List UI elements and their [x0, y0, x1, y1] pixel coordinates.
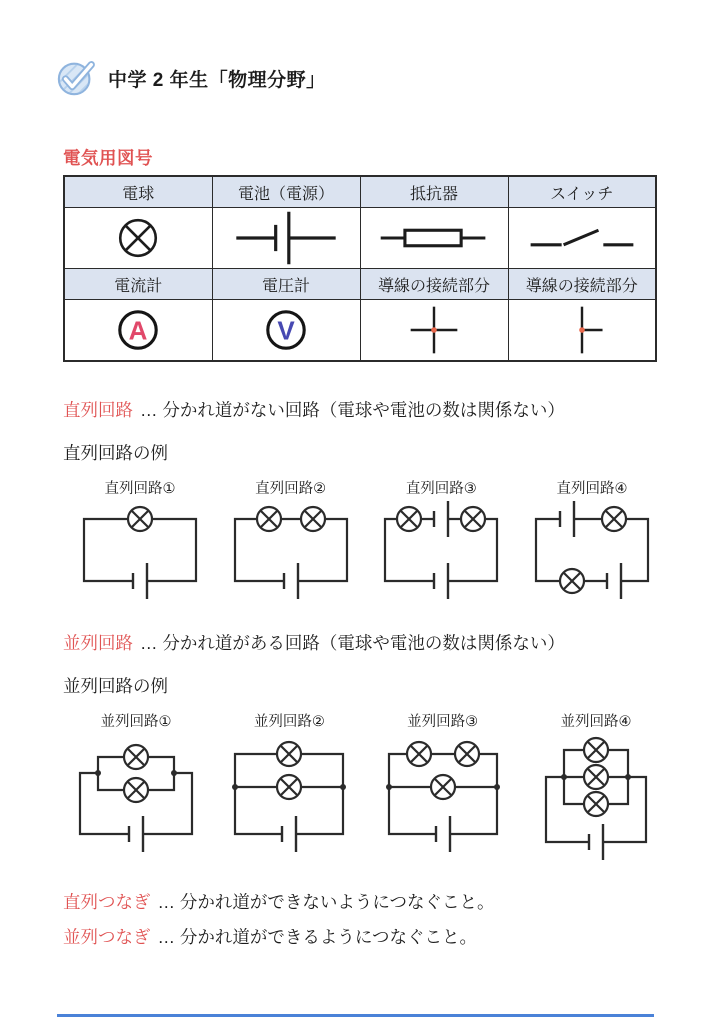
header-bulb: 電球 [64, 176, 212, 208]
junction-tee-symbol-cell [508, 300, 656, 362]
parallel-definition [63, 630, 565, 655]
parallel-circuit-4-diagram [526, 732, 666, 867]
page-header [56, 58, 326, 98]
parallel-connection-term: 並列つなぎ [63, 927, 151, 947]
parallel-circuit-1-diagram [66, 732, 206, 857]
parallel-connection-note [63, 924, 477, 949]
circuit-label: 直列回路① [104, 481, 176, 497]
series-circuit-4 [522, 477, 662, 604]
header-battery: 電池（電源） [212, 176, 360, 208]
circuit-label: 並列回路④ [560, 714, 632, 730]
resistor-symbol-cell [360, 208, 508, 269]
page-title: 中学 2 年生「物理分野」 [108, 69, 326, 91]
voltmeter-icon [260, 304, 312, 356]
wire-junction-cross-icon [406, 302, 462, 358]
header-voltmeter: 電圧計 [212, 269, 360, 300]
series-definition-text: … 分かれ道がない回路（電球や電池の数は関係ない） [140, 400, 565, 420]
circuit-label: 直列回路④ [556, 481, 628, 497]
check-circle-icon [56, 58, 98, 98]
header-ammeter: 電流計 [64, 269, 212, 300]
bulb-icon [112, 212, 164, 264]
parallel-term: 並列回路 [63, 633, 133, 653]
table-row [64, 269, 656, 300]
circuit-symbols-table [63, 175, 657, 362]
parallel-examples-row [66, 710, 666, 867]
header-switch: スイッチ [508, 176, 656, 208]
circuit-label: 直列回路② [255, 481, 327, 497]
series-circuit-3 [371, 477, 511, 604]
parallel-definition-text: … 分かれ道がある回路（電球や電池の数は関係ない） [140, 633, 565, 653]
header-resistor: 抵抗器 [360, 176, 508, 208]
series-circuit-1-diagram [70, 499, 210, 604]
circuit-label: 並列回路① [100, 714, 172, 730]
switch-symbol-cell [508, 208, 656, 269]
series-connection-term: 直列つなぎ [63, 892, 151, 912]
parallel-examples-heading: 並列回路の例 [63, 676, 168, 696]
symbols-heading: 電気用図号 [63, 148, 153, 168]
battery-symbol-cell [212, 208, 360, 269]
circuit-label: 直列回路③ [405, 481, 477, 497]
series-circuit-3-diagram [371, 499, 511, 604]
series-examples-heading: 直列回路の例 [63, 443, 168, 463]
parallel-circuit-3-diagram [373, 732, 513, 857]
wire-junction-tee-icon [554, 302, 610, 358]
table-row [64, 208, 656, 269]
parallel-circuit-2-diagram [219, 732, 359, 857]
switch-icon [519, 217, 645, 259]
series-circuit-2 [221, 477, 361, 604]
table-row [64, 176, 656, 208]
ammeter-letter: A [128, 315, 148, 346]
series-connection-text: … 分かれ道ができないようにつなぐこと。 [157, 892, 495, 912]
series-circuit-1 [70, 477, 210, 604]
resistor-icon [371, 217, 497, 259]
junction-cross-symbol-cell [360, 300, 508, 362]
parallel-connection-text: … 分かれ道ができるようにつなぐこと。 [157, 927, 478, 947]
bulb-symbol-cell [64, 208, 212, 269]
series-definition [63, 397, 565, 422]
header-junction-cross: 導線の接続部分 [360, 269, 508, 300]
parallel-circuit-2 [219, 710, 359, 857]
parallel-circuit-3 [373, 710, 513, 857]
series-circuit-4-diagram [522, 499, 662, 604]
series-connection-note [63, 889, 495, 914]
bottom-divider [57, 1014, 654, 1017]
circuit-label: 並列回路② [253, 714, 325, 730]
header-junction-tee: 導線の接続部分 [508, 269, 656, 300]
series-term: 直列回路 [63, 400, 133, 420]
parallel-circuit-1 [66, 710, 206, 857]
ammeter-icon [112, 304, 164, 356]
table-row [64, 300, 656, 362]
circuit-label: 並列回路③ [407, 714, 479, 730]
ammeter-symbol-cell [64, 300, 212, 362]
voltmeter-letter: V [277, 315, 295, 346]
series-examples-row [70, 477, 662, 604]
series-circuit-2-diagram [221, 499, 361, 604]
battery-icon [223, 208, 349, 268]
voltmeter-symbol-cell [212, 300, 360, 362]
parallel-circuit-4 [526, 710, 666, 867]
